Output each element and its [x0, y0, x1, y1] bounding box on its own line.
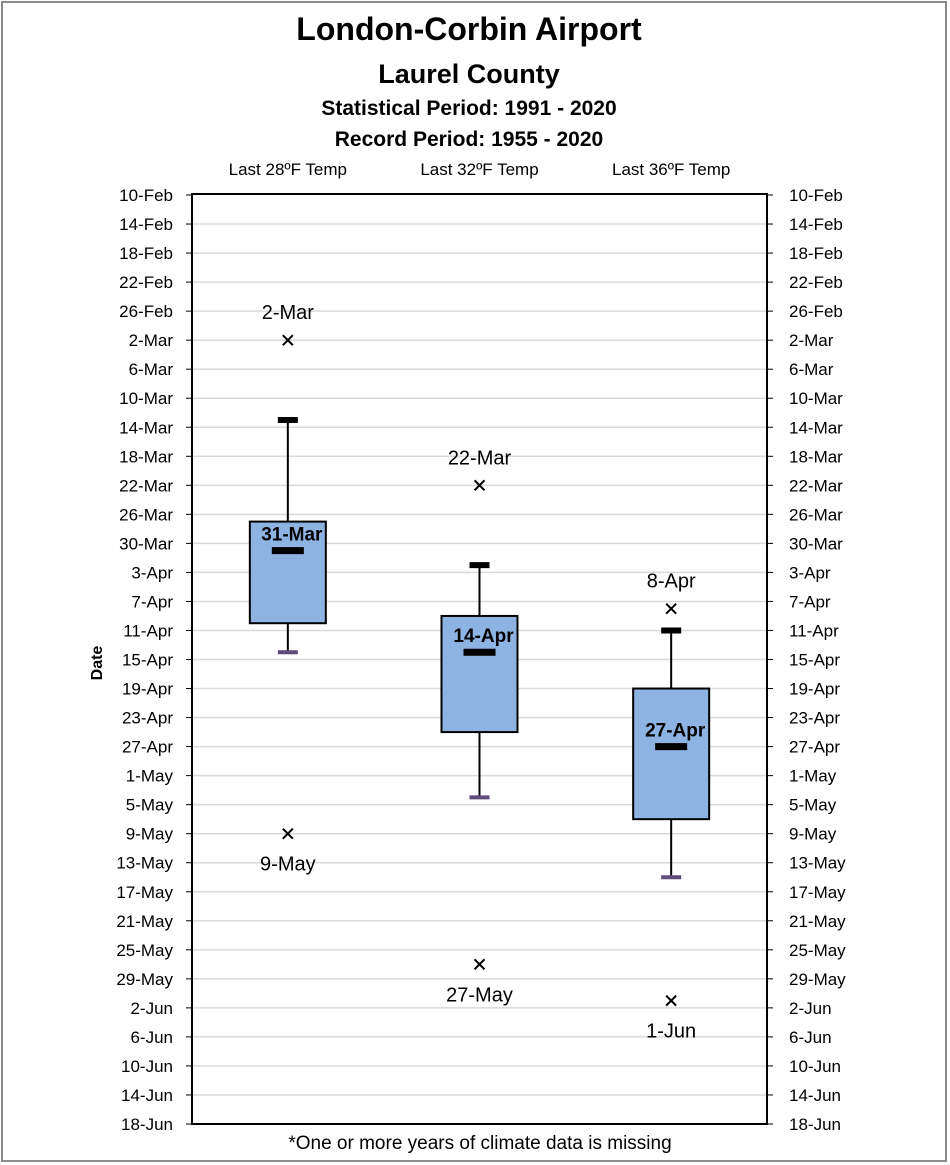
y-tick-label-right: 15-Apr [789, 650, 841, 670]
y-tick-label-left: 10-Feb [119, 186, 173, 205]
y-tick-label-right: 6-Mar [789, 360, 834, 380]
y-axis-label: Date [89, 645, 106, 681]
category-label: Last 28ºF Temp [228, 160, 348, 179]
y-tick-label-right: 26-Mar [789, 505, 843, 525]
record-late-marker [475, 959, 485, 969]
box-group [633, 571, 709, 1043]
record-late-label: 1-Jun [646, 1020, 697, 1043]
y-tick-label-left: 6-Jun [130, 1027, 173, 1047]
chart-subtitle-record-period: Record Period: 1955 - 2020 [334, 128, 604, 151]
y-tick-label-left: 18-Feb [119, 244, 173, 264]
y-tick-label-right: 25-May [789, 940, 846, 960]
y-tick-label-left: 22-Feb [119, 273, 173, 293]
y-tick-label-right: 1-May [789, 766, 837, 786]
y-tick-label-left: 10-Mar [119, 389, 173, 409]
y-tick-label-right: 2-Mar [789, 331, 834, 351]
y-tick-label-left: 18-Jun [121, 1115, 173, 1134]
y-tick-label-right: 6-Jun [789, 1027, 832, 1047]
y-tick-label-left: 23-Apr [121, 708, 173, 728]
y-tick-label-right: 27-Apr [789, 737, 841, 757]
y-tick-label-right: 10-Feb [789, 186, 843, 205]
y-tick-label-left: 2-Mar [128, 331, 173, 351]
chart-frame [1, 1, 947, 1162]
y-tick-label-left: 14-Mar [119, 418, 173, 438]
y-tick-label-right: 14-Feb [789, 215, 843, 235]
record-late-label: 9-May [260, 853, 316, 876]
y-tick-label-right: 13-May [789, 853, 846, 873]
y-tick-label-right: 22-Mar [789, 476, 843, 496]
y-tick-label-right: 17-May [789, 882, 846, 902]
y-tick-label-left: 10-Jun [121, 1056, 173, 1076]
y-tick-label-right: 7-Apr [789, 592, 831, 612]
box-group [250, 302, 326, 876]
y-tick-label-left: 22-Mar [119, 476, 173, 496]
y-tick-label-right: 26-Feb [789, 302, 843, 322]
y-tick-label-left: 25-May [116, 940, 173, 960]
footnote: *One or more years of climate data is missing [288, 1133, 672, 1154]
chart-subtitle-stat-period: Statistical Period: 1991 - 2020 [321, 97, 617, 120]
y-tick-label-right: 18-Feb [789, 244, 843, 264]
y-tick-label-right: 14-Mar [789, 418, 843, 438]
y-tick-label-left: 19-Apr [121, 679, 173, 699]
y-tick-label-left: 9-May [125, 824, 173, 844]
record-early-label: 2-Mar [261, 302, 314, 325]
y-tick-label-right: 10-Mar [789, 389, 843, 409]
y-tick-label-left: 1-May [125, 766, 173, 786]
record-early-label: 8-Apr [646, 570, 696, 593]
y-tick-label-left: 26-Feb [119, 302, 173, 322]
y-tick-label-left: 13-May [116, 853, 173, 873]
y-tick-label-right: 23-Apr [789, 708, 841, 728]
y-tick-label-right: 5-May [789, 795, 837, 815]
y-tick-label-left: 11-Apr [123, 621, 173, 641]
y-tick-label-left: 18-Mar [119, 447, 173, 467]
y-tick-label-right: 18-Mar [789, 447, 843, 467]
y-tick-label-left: 3-Apr [131, 563, 173, 583]
box-plot-chart [3, 3, 949, 1164]
y-tick-label-right: 2-Jun [789, 998, 832, 1018]
y-tick-label-left: 21-May [116, 911, 173, 931]
y-tick-label-left: 14-Feb [119, 215, 173, 235]
chart-title: London-Corbin Airport [296, 11, 642, 47]
box-group [442, 447, 518, 1006]
iqr-box [633, 689, 709, 820]
median-label: 31-Mar [261, 524, 323, 546]
category-label: Last 32ºF Temp [420, 160, 539, 179]
record-late-marker [666, 996, 676, 1006]
y-tick-label-right: 9-May [789, 824, 837, 844]
chart-subtitle-county: Laurel County [378, 59, 560, 89]
y-tick-label-right: 30-Mar [789, 534, 843, 554]
y-tick-label-left: 26-Mar [119, 505, 173, 525]
record-late-label: 27-May [446, 984, 513, 1007]
y-tick-label-right: 18-Jun [789, 1115, 841, 1134]
median-label: 27-Apr [645, 720, 706, 742]
y-tick-label-right: 22-Feb [789, 273, 843, 293]
y-tick-label-right: 3-Apr [789, 563, 831, 583]
y-tick-label-right: 11-Apr [789, 621, 839, 641]
record-early-marker [666, 604, 676, 614]
y-tick-label-left: 17-May [116, 882, 173, 902]
y-tick-label-right: 29-May [789, 969, 846, 989]
y-tick-label-left: 2-Jun [130, 998, 173, 1018]
y-tick-label-left: 5-May [125, 795, 173, 815]
y-tick-label-right: 19-Apr [789, 679, 841, 699]
y-tick-label-left: 29-May [116, 969, 173, 989]
y-tick-label-right: 14-Jun [789, 1085, 841, 1105]
y-tick-label-left: 27-Apr [121, 737, 173, 757]
y-tick-label-right: 21-May [789, 911, 846, 931]
category-label: Last 36ºF Temp [611, 160, 731, 179]
y-tick-label-left: 14-Jun [121, 1085, 173, 1105]
y-tick-label-left: 7-Apr [131, 592, 173, 612]
category-labels [229, 160, 731, 179]
y-tick-label-left: 30-Mar [119, 534, 173, 554]
record-early-label: 22-Mar [447, 447, 512, 470]
y-tick-label-left: 15-Apr [121, 650, 173, 670]
median-label: 14-Apr [453, 626, 514, 648]
y-tick-label-right: 10-Jun [789, 1056, 841, 1076]
y-tick-label-left: 6-Mar [128, 360, 173, 380]
boxes [250, 302, 709, 1042]
